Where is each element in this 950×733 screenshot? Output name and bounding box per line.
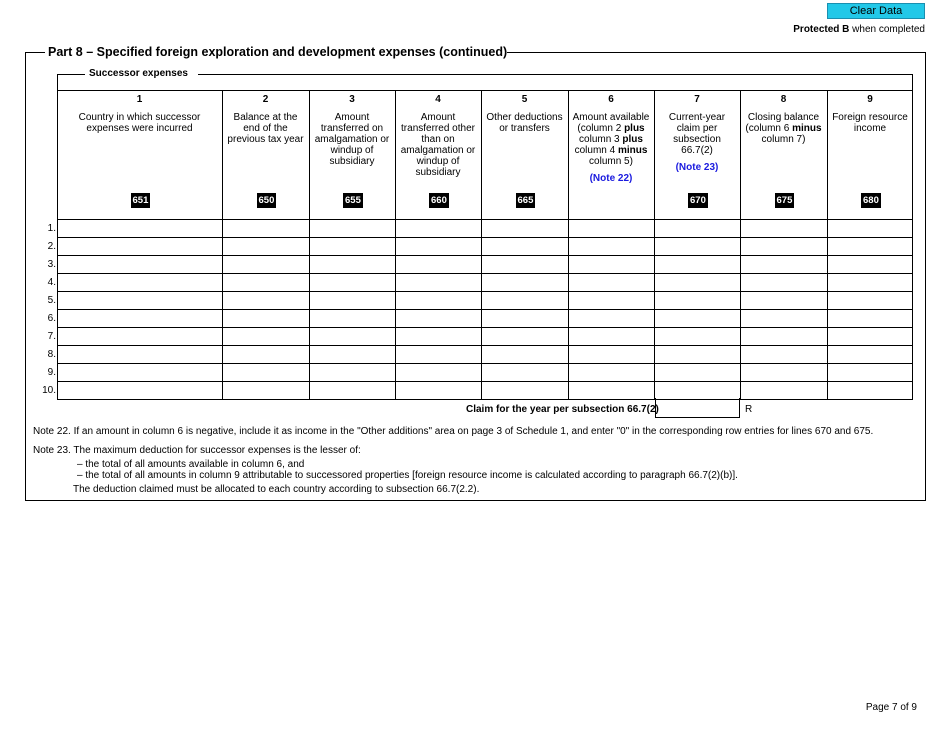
table-cell-input[interactable] [310,328,395,345]
note-23: Note 23. The maximum deduction for successor expenses is the lesser of: [33,445,361,456]
line-code-680: 680 [863,195,879,206]
table-cell-input[interactable] [310,364,395,381]
table-cell-input[interactable] [828,292,913,309]
table-cell-input[interactable] [741,274,827,291]
table-cell-input[interactable] [482,274,568,291]
table-cell-input[interactable] [655,382,740,399]
table-cell-input[interactable] [396,346,481,363]
table-cell-input[interactable] [655,328,740,345]
column-description: Other deductions or transfers [486,112,563,134]
column-description: Current-year claim per subsection 66.7(2) [668,112,726,156]
table-cell-input[interactable] [655,256,740,273]
table-cell-input[interactable] [482,220,568,237]
table-cell-input[interactable] [741,346,827,363]
table-cell-input[interactable] [396,220,481,237]
column-description: Amount transferred on amalgamation or windup of subsidiary [314,112,390,167]
row-number: 5. [47,295,56,306]
table-cell-input[interactable] [396,256,481,273]
table-cell-input[interactable] [828,274,913,291]
claim-suffix: R [745,404,753,415]
table-cell-input[interactable] [310,238,395,255]
allocation-note: The deduction claimed must be allocated to each country according to subsection 66.7(2.2). [73,484,480,495]
column-number: 6 [608,94,614,105]
clear-data-button[interactable]: Clear Data [827,3,925,19]
table-cell-input[interactable] [741,328,827,345]
row-number: 1. [47,223,56,234]
note-22: Note 22. If an amount in column 6 is negative, include it as income in the "Other additions" area on page 3 of Schedule 1, and enter "0" in the corresponding row entries for lines 670 and 675. [33,426,874,437]
row-number: 3. [47,259,56,270]
claim-label: Claim for the year per subsection 66.7(2) [466,404,659,415]
section-title: Successor expenses [89,68,188,79]
table-cell-input[interactable] [569,220,654,237]
table-cell-input[interactable] [223,382,309,399]
table-cell-input[interactable] [828,238,913,255]
row-number: 8. [47,349,56,360]
column-number: 9 [867,94,873,105]
table-cell-input[interactable] [58,346,222,363]
table-cell-input[interactable] [58,274,222,291]
table-cell-input[interactable] [828,346,913,363]
table-cell-input[interactable] [741,238,827,255]
table-cell-input[interactable] [58,328,222,345]
column-note-ref: (Note 23) [675,162,719,173]
column-description: Amount available (column 2 plus column 3 plus column 4 minus column 5) [572,112,650,167]
part-top-line-left [25,52,45,53]
column-description: Foreign resource income [832,112,908,134]
line-code-660: 660 [431,195,447,206]
table-cell-input[interactable] [482,328,568,345]
row-number: 7. [47,331,56,342]
column-number: 3 [349,94,355,105]
table-cell-input[interactable] [655,274,740,291]
table-cell-input[interactable] [655,220,740,237]
table-cell-input[interactable] [655,238,740,255]
table-cell-input[interactable] [396,292,481,309]
line-code-670: 670 [690,195,706,206]
table-cell-input[interactable] [223,238,309,255]
column-number: 4 [435,94,441,105]
table-cell-input[interactable] [310,274,395,291]
table-cell-input[interactable] [828,310,913,327]
column-number: 2 [262,94,269,105]
section-top-line-right [198,74,913,75]
table-cell-input[interactable] [569,256,654,273]
table-cell-input[interactable] [396,238,481,255]
row-number: 10. [42,385,56,396]
table-cell-input[interactable] [741,292,827,309]
table-cell-input[interactable] [310,220,395,237]
table-cell-input[interactable] [482,382,568,399]
table-cell-input[interactable] [482,310,568,327]
protected-label [793,24,925,35]
table-cell-input[interactable] [569,310,654,327]
column-number: 8 [780,94,787,105]
table-cell-input[interactable] [58,310,222,327]
table-cell-input[interactable] [310,346,395,363]
table-cell-input[interactable] [828,364,913,381]
table-cell-input[interactable] [569,364,654,381]
table-cell-input[interactable] [828,220,913,237]
column-header-6 [568,90,654,219]
table-cell-input[interactable] [310,256,395,273]
column-description: Closing balance (column 6 minus column 7) [745,112,822,145]
claim-input[interactable] [655,398,740,418]
table-cell-input[interactable] [223,364,309,381]
section-top-line-left [57,74,85,75]
table-cell-input[interactable] [741,256,827,273]
row-number: 6. [47,313,56,324]
note-23-bullet-1: – the total of all amounts available in column 6, and [77,459,305,470]
line-code-651: 651 [132,195,149,206]
table-cell-input[interactable] [396,382,481,399]
table-cell-input[interactable] [569,274,654,291]
table-cell-input[interactable] [310,310,395,327]
column-description: Balance at the end of the previous tax year [227,112,304,145]
table-cell-input[interactable] [396,274,481,291]
table-cell-input[interactable] [58,238,222,255]
table-cell-input[interactable] [569,328,654,345]
line-code-650: 650 [258,195,275,206]
table-cell-input[interactable] [58,256,222,273]
table-cell-input[interactable] [655,310,740,327]
table-cell-input[interactable] [223,274,309,291]
line-code-655: 655 [345,195,361,206]
table-cell-input[interactable] [396,328,481,345]
row-number: 9. [47,367,56,378]
table-cell-input[interactable] [828,256,913,273]
table-cell-input[interactable] [741,364,827,381]
column-description: Country in which successor expenses were incurred [78,112,201,134]
table-cell-input[interactable] [569,382,654,399]
column-number: 5 [521,94,528,105]
table-cell-input[interactable] [828,328,913,345]
column-number: 7 [694,94,700,105]
table-cell-input[interactable] [396,310,481,327]
table-cell-input[interactable] [223,220,309,237]
table-cell-input[interactable] [310,382,395,399]
table-cell-input[interactable] [741,382,827,399]
part-title: Part 8 – Specified foreign exploration and development expenses (continued) [48,45,508,59]
table-cell-input[interactable] [482,238,568,255]
table-cell-input[interactable] [569,238,654,255]
table-cell-input[interactable] [310,292,395,309]
line-code-665: 665 [517,195,534,206]
table-cell-input[interactable] [223,328,309,345]
table-cell-input[interactable] [569,292,654,309]
row-number: 4. [47,277,56,288]
protected-suffix: when completed [849,24,925,35]
table-cell-input[interactable] [655,292,740,309]
column-description: Amount transferred other than on amalgamation or windup of subsidiary [400,112,476,178]
table-cell-input[interactable] [741,220,827,237]
table-cell-input[interactable] [58,364,222,381]
table-cell-input[interactable] [223,256,309,273]
row-line [57,399,913,400]
table-cell-input[interactable] [58,382,222,399]
table-cell-input[interactable] [58,292,222,309]
table-cell-input[interactable] [655,364,740,381]
table-cell-input[interactable] [828,382,913,399]
table-cell-input[interactable] [482,292,568,309]
table-cell-input[interactable] [741,310,827,327]
table-cell-input[interactable] [396,364,481,381]
table-cell-input[interactable] [482,256,568,273]
table-cell-input[interactable] [482,346,568,363]
line-code-675: 675 [776,195,793,206]
table-cell-input[interactable] [223,346,309,363]
table-cell-input[interactable] [655,346,740,363]
column-number: 1 [136,94,143,105]
table-cell-input[interactable] [482,364,568,381]
table-cell-input[interactable] [569,346,654,363]
note-23-bullet-2: – the total of all amounts in column 9 attributable to successored properties [foreign resource income is calculated according to paragraph 66.7(2)(b)]. [77,470,738,481]
table-cell-input[interactable] [58,220,222,237]
column-note-ref: (Note 22) [589,173,633,184]
protected-status: Protected B [793,24,850,35]
table-cell-input[interactable] [223,292,309,309]
table-cell-input[interactable] [223,310,309,327]
page-number: Page 7 of 9 [865,702,917,713]
part-top-line-right [500,52,926,53]
row-number: 2. [47,241,56,252]
